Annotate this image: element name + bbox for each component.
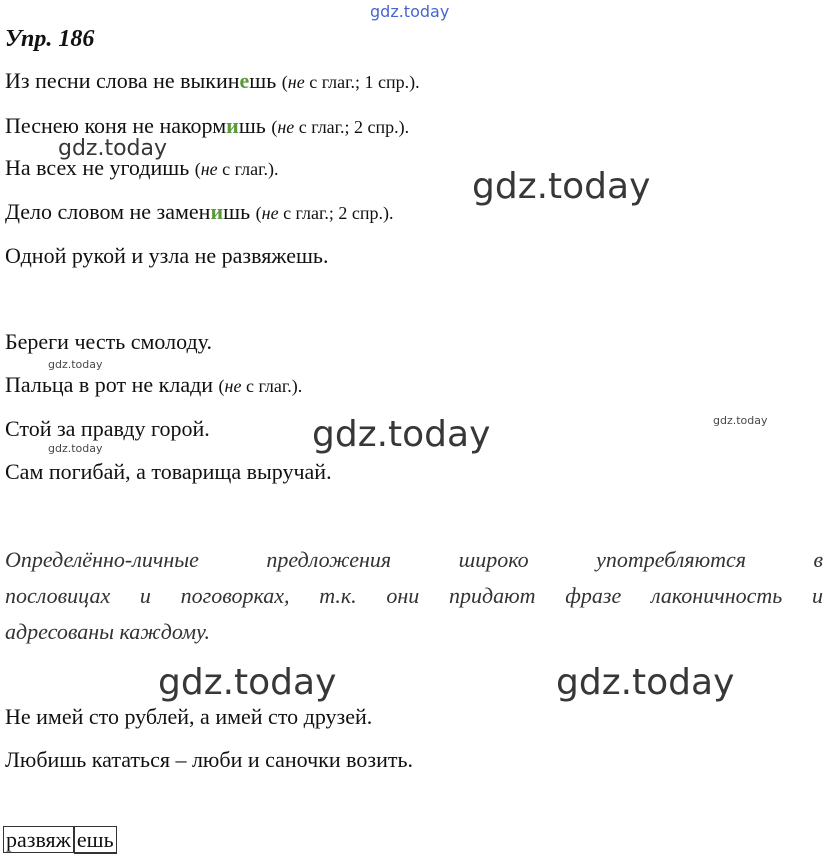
watermark: gdz.today <box>713 414 768 427</box>
explanation-paragraph <box>5 542 823 650</box>
proverb-line: Сам погибай, а товарища выручай. <box>5 459 332 484</box>
watermark: gdz.today <box>48 358 103 371</box>
watermark: gdz.today <box>158 662 337 703</box>
watermark: gdz.today <box>370 2 450 21</box>
proverb-line: Из песни слова не выкинешь (не с глаг.; 1 спр.). <box>5 68 420 93</box>
word-ending: ешь <box>74 826 117 854</box>
proverb-line: На всех не угодишь (не с глаг.). <box>5 155 279 180</box>
word-stem: развяж <box>3 826 74 853</box>
watermark: gdz.today <box>556 662 735 703</box>
watermark: gdz.today <box>472 166 651 207</box>
morpheme-word <box>3 826 117 854</box>
proverb-line: Песнею коня не накормишь (не с глаг.; 2 спр.). <box>5 113 410 138</box>
watermark: gdz.today <box>48 442 103 455</box>
proverb-line: Пальца в рот не клади (не с глаг.). <box>5 372 303 397</box>
watermark: gdz.today <box>312 414 491 455</box>
proverb-line: Одной рукой и узла не развяжешь. <box>5 243 329 268</box>
proverb-line: Не имей сто рублей, а имей сто друзей. <box>5 704 373 729</box>
exercise-title: Упр. 186 <box>5 26 95 52</box>
proverb-line: Любишь кататься – люби и саночки возить. <box>5 747 413 772</box>
watermark: gdz.today <box>58 136 168 161</box>
paragraph-line: пословицах и поговорках, т.к. они придают фразе лаконичность и <box>5 583 823 608</box>
proverb-line: Береги честь смолоду. <box>5 329 212 354</box>
proverb-line: Стой за правду горой. <box>5 416 210 441</box>
proverb-line: Дело словом не заменишь (не с глаг.; 2 спр.). <box>5 199 394 224</box>
paragraph-line: Определённо-личные предложения широко употребляются в <box>5 547 823 572</box>
paragraph-line: адресованы каждому. <box>5 619 210 644</box>
